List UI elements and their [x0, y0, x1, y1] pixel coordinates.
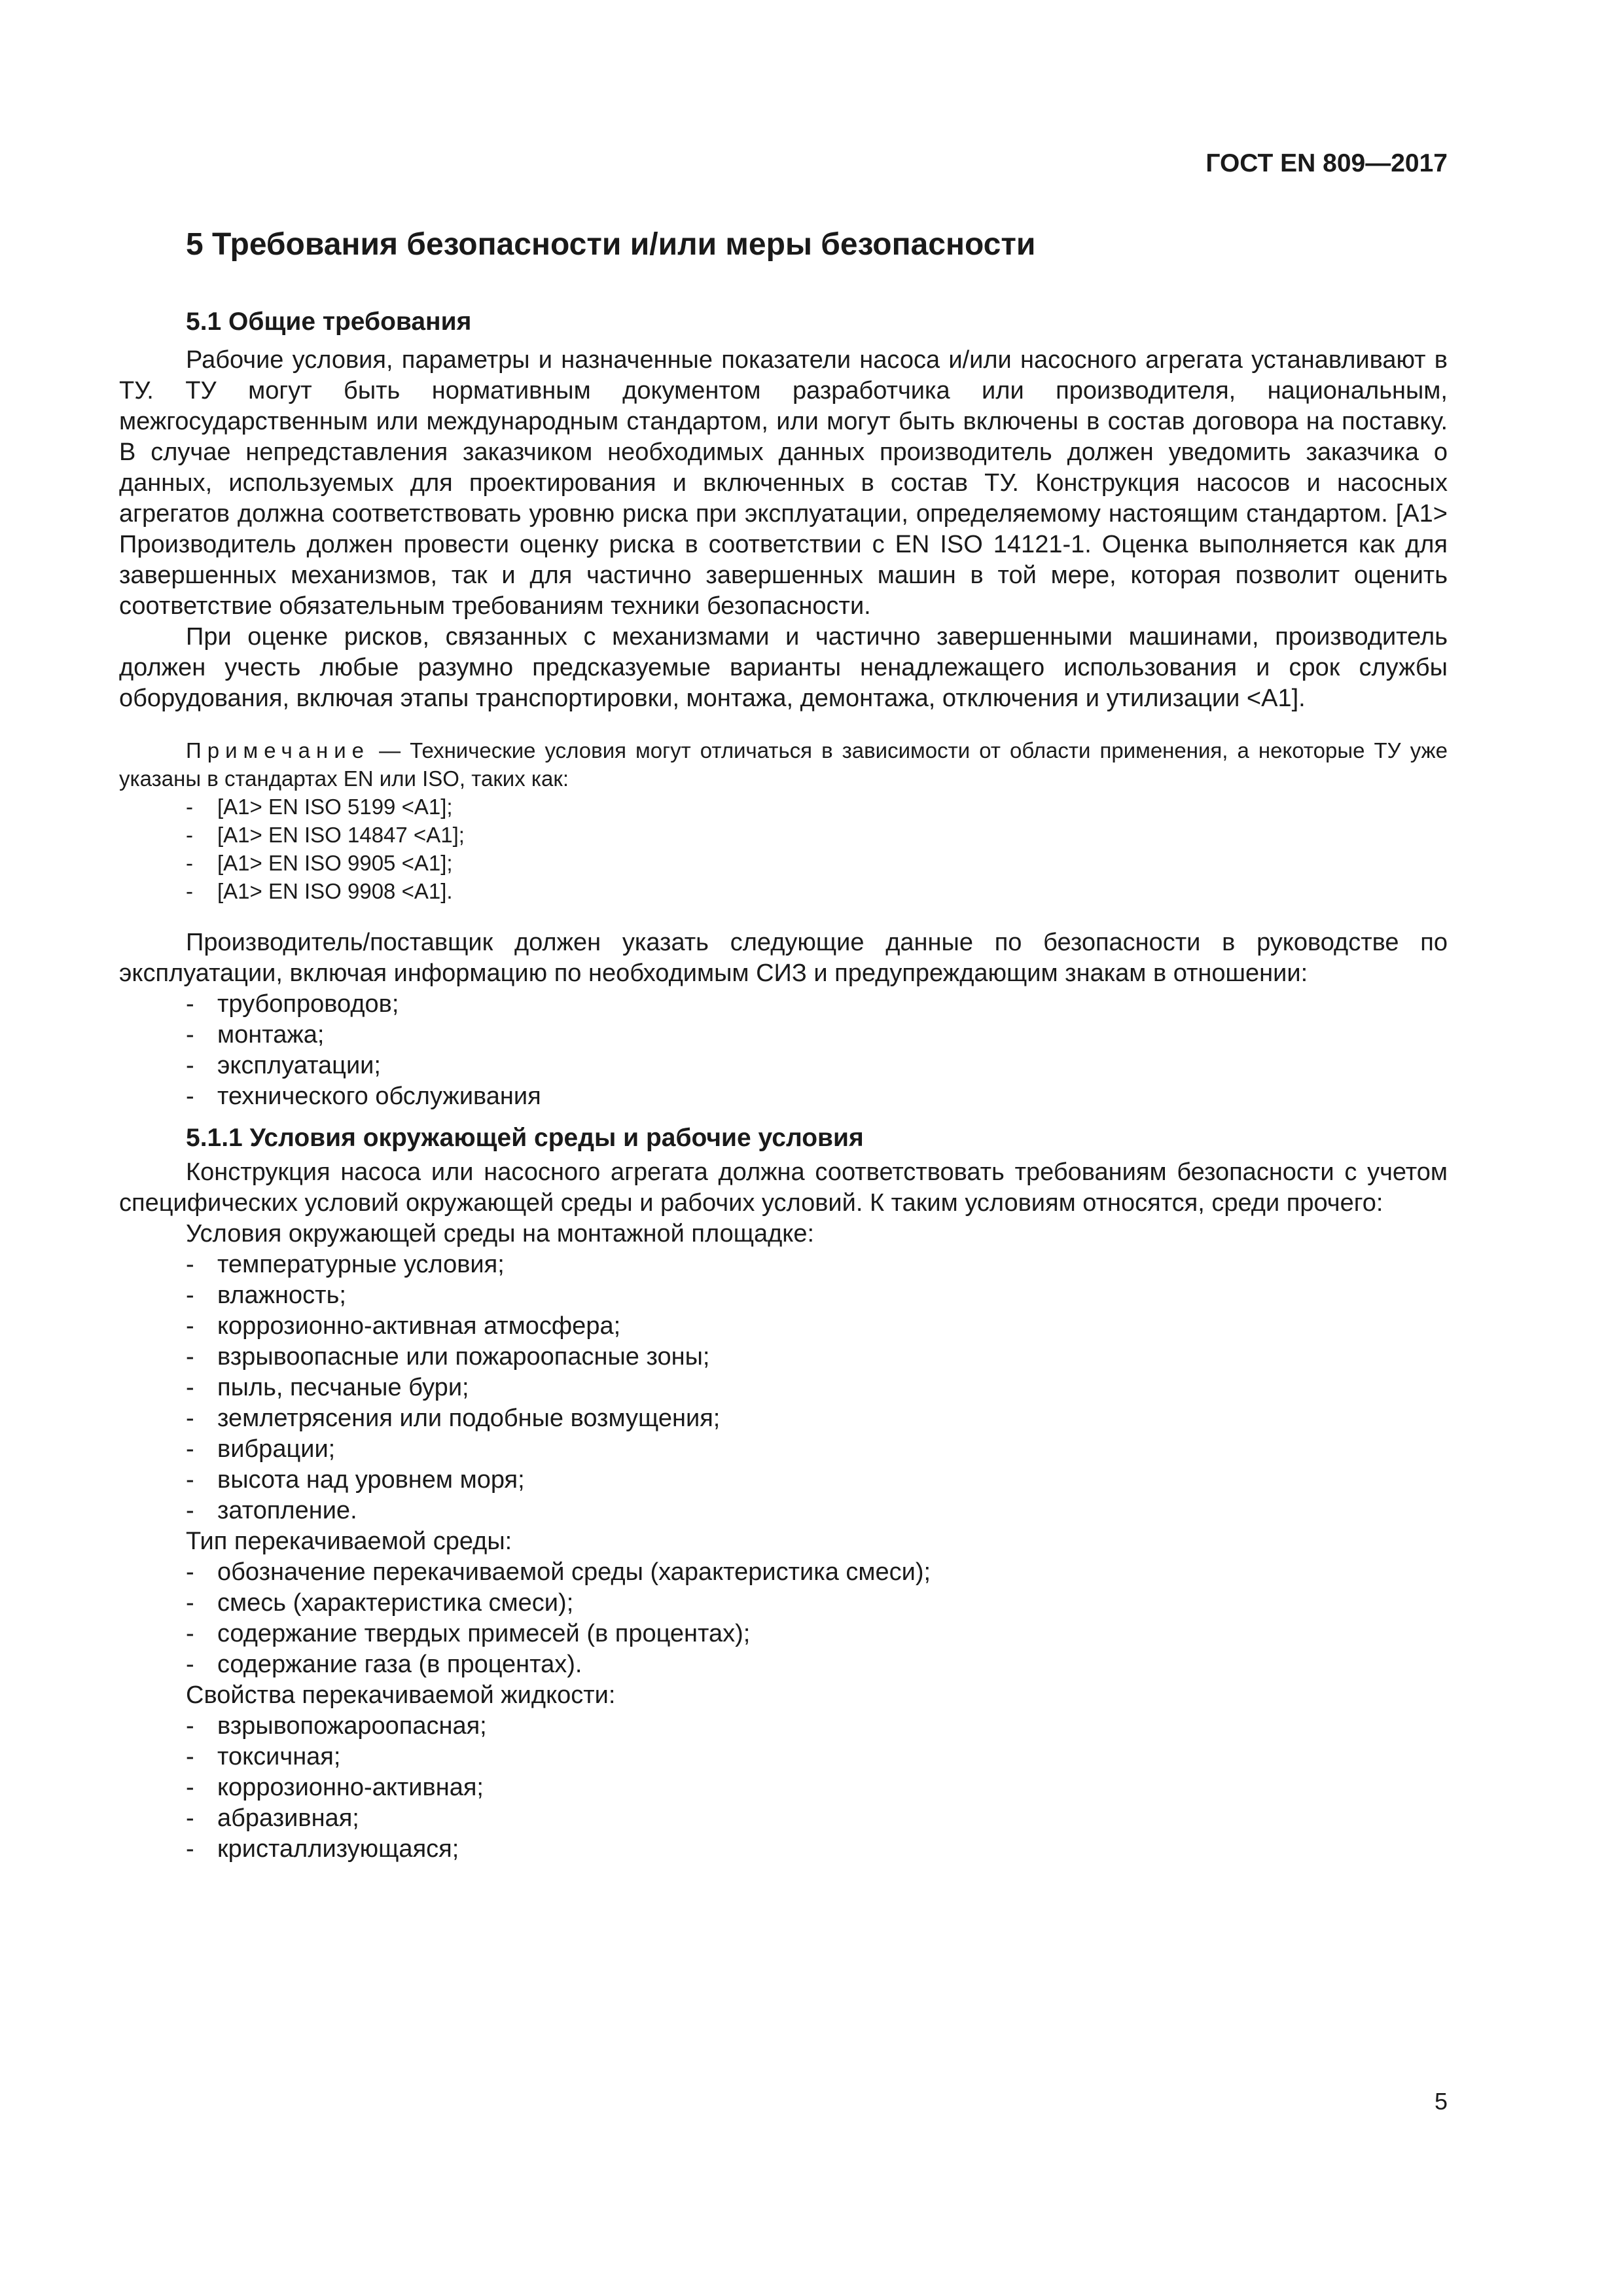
list-item: - затопление.: [186, 1497, 357, 1524]
document-body: [119, 306, 1448, 1865]
list-heading: Условия окружающей среды на монтажной площадке:: [186, 1220, 815, 1247]
list-item: - взрывоопасные или пожароопасные зоны;: [186, 1343, 710, 1371]
list-item: - взрывопожароопасная;: [186, 1712, 487, 1740]
subsection-heading: 5.1 Общие требования: [186, 308, 472, 336]
list-item: - [А1> EN ISO 9905 <А1];: [186, 851, 453, 875]
bullet-list: [119, 1557, 1448, 1680]
list-item: - [А1> EN ISO 5199 <А1];: [186, 795, 453, 819]
list-item: - монтажа;: [186, 1021, 325, 1049]
list-item: - землетрясения или подобные возмущения;: [186, 1405, 721, 1432]
list-item: - токсичная;: [186, 1743, 341, 1770]
bullet-list: [119, 1249, 1448, 1526]
list-item: - коррозионно-активная атмосфера;: [186, 1312, 621, 1340]
list-item: - высота над уровнем моря;: [186, 1466, 525, 1494]
paragraph: При оценке рисков, связанных с механизмами и частично завершенными машинами, производитель должен учесть любые разумно предсказуемые варианты ненадлежащего использования и срок службы оборудования, включая этапы транспортировки, монтажа, демонтажа, отключения и утилизации <А1].: [119, 623, 1448, 712]
paragraph: Рабочие условия, параметры и назначенные показатели насоса и/или насосного агрегата устанавливают в ТУ. ТУ могут быть нормативным документом разработчика или производителя, национальным, межгосударственным или международным стандартом, или могут быть включены в состав договора на поставку. В случае непредставления заказчиком необходимых данных производитель должен уведомить заказчика о данных, используемых для проектирования и включенных в состав ТУ. Конструкция насосов и насосных агрегатов должна соответствовать уровню риска при эксплуатации, определяемому настоящим стандартом. [А1> Производитель должен провести оценку риска в соответствии с EN ISO 14121-1. Оценка выполняется как для завершенных механизмов, так и для частично завершенных машин в той мере, которая позволит оценить соответствие обязательным требованиям техники безопасности.: [119, 346, 1448, 620]
list-item: - трубопроводов;: [186, 990, 399, 1018]
note: [119, 736, 1448, 793]
bullet-list: [119, 1711, 1448, 1865]
list-item: - технического обслуживания: [186, 1083, 541, 1110]
note-list: [119, 793, 1448, 905]
list-item: - смесь (характеристика смеси);: [186, 1589, 574, 1617]
list-item: - содержание газа (в процентах).: [186, 1651, 582, 1678]
list-item: - пыль, песчаные бури;: [186, 1374, 469, 1401]
list-item: - кристаллизующаяся;: [186, 1835, 459, 1863]
bullet-list: [119, 989, 1448, 1112]
list-item: - абразивная;: [186, 1804, 359, 1832]
list-item: - вибрации;: [186, 1435, 336, 1463]
section-title: 5 Требования безопасности и/или меры безопасности: [186, 227, 1036, 262]
list-item: - коррозионно-активная;: [186, 1774, 484, 1801]
document-id: ГОСТ EN 809—2017: [1205, 149, 1448, 177]
note-label: Примечание: [186, 738, 370, 762]
note-text: — Технические условия могут отличаться в зависимости от области применения, а некоторые ТУ уже указаны в стандартах EN или ISO, таких как:: [119, 738, 1448, 791]
page-number: 5: [1434, 2088, 1448, 2115]
list-heading: Тип перекачиваемой среды:: [186, 1528, 512, 1555]
list-heading: Свойства перекачиваемой жидкости:: [186, 1681, 616, 1709]
list-item: - содержание твердых примесей (в процентах);: [186, 1620, 751, 1647]
paragraph: Конструкция насоса или насосного агрегата должна соответствовать требованиям безопасности с учетом специфических условий окружающей среды и рабочих условий. К таким условиям относятся, среди прочего:: [119, 1158, 1448, 1217]
list-item: - эксплуатации;: [186, 1052, 381, 1079]
subsubsection-heading: 5.1.1 Условия окружающей среды и рабочие условия: [186, 1124, 864, 1152]
paragraph: Производитель/поставщик должен указать следующие данные по безопасности в руководстве по эксплуатации, включая информацию по необходимым СИЗ и предупреждающим знакам в отношении:: [119, 929, 1448, 987]
list-item: - температурные условия;: [186, 1251, 505, 1278]
list-item: - обозначение перекачиваемой среды (характеристика смеси);: [186, 1558, 931, 1586]
list-item: - [А1> EN ISO 9908 <А1].: [186, 879, 453, 903]
list-item: - влажность;: [186, 1282, 346, 1309]
list-item: - [А1> EN ISO 14847 <А1];: [186, 823, 465, 847]
